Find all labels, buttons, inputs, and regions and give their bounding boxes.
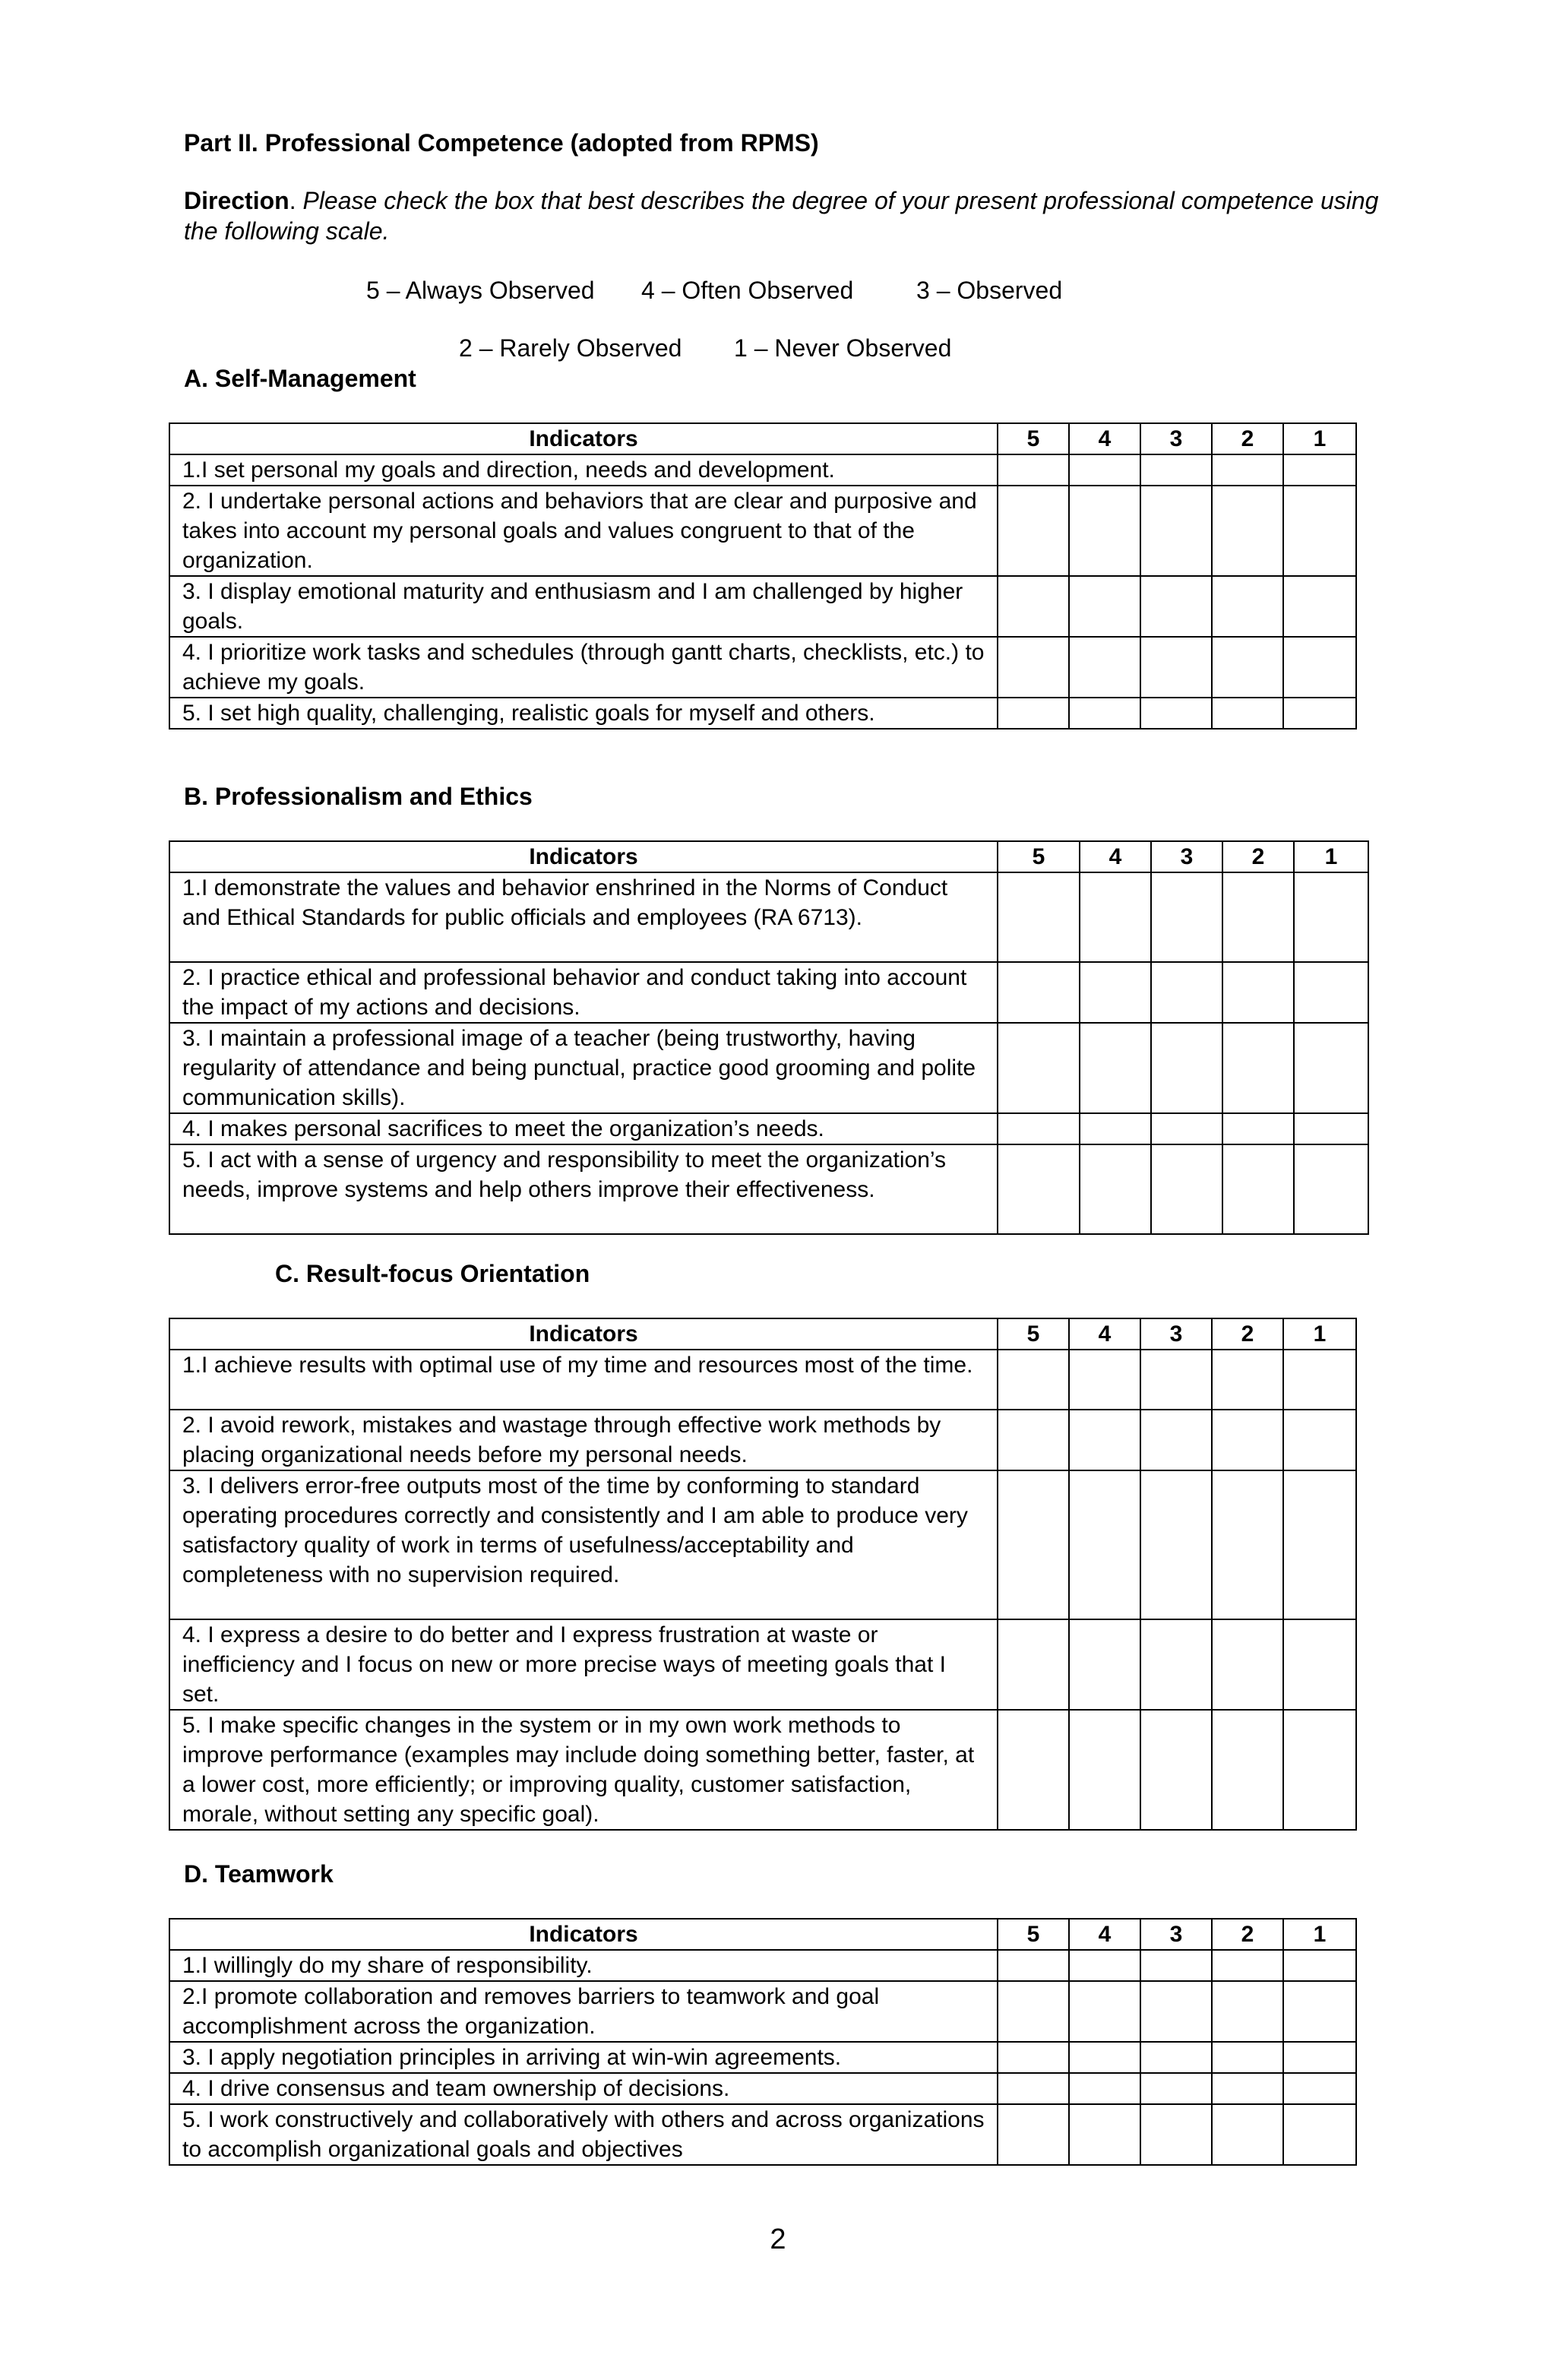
rating-header-4: 4 [1080,841,1151,872]
table-row [169,486,1356,576]
rating-box-1[interactable] [1294,1023,1368,1113]
rating-box-1[interactable] [1283,486,1356,576]
rating-box-4[interactable] [1069,454,1140,486]
direction-label: Direction [184,187,289,214]
rating-header-4: 4 [1069,1318,1140,1350]
table-header-row [169,1318,1356,1350]
table-teamwork [169,1918,1357,2166]
rating-box-4[interactable] [1080,872,1151,962]
rating-box-5[interactable] [998,2042,1069,2073]
rating-box-1[interactable] [1283,1350,1356,1410]
table-header-row [169,423,1356,454]
rating-box-1[interactable] [1283,2104,1356,2165]
table-row [169,454,1356,486]
table-row [169,698,1356,729]
rating-box-3[interactable] [1140,1950,1212,1981]
rating-box-5[interactable] [998,576,1069,637]
indicator-text: 5. I make specific changes in the system or in my own work methods to improve performance (examples may include doing something better, faster, at a lower cost, more efficiently; or improving quality, customer satisfaction, morale, without setting any specific goal). [169,1710,998,1830]
rating-header-2: 2 [1212,1318,1283,1350]
rating-header-4: 4 [1069,423,1140,454]
rating-box-3[interactable] [1140,2104,1212,2165]
table-row [169,576,1356,637]
rating-box-2[interactable] [1212,2104,1283,2165]
rating-box-5[interactable] [998,1410,1069,1470]
table-row [169,1470,1356,1619]
indicator-text: 5. I work constructively and collaboratively with others and across organizations to accomplish organizational goals and objectives [169,2104,998,2165]
rating-header-5: 5 [998,841,1080,872]
rating-header-5: 5 [998,1318,1069,1350]
indicator-text: 4. I express a desire to do better and I express frustration at waste or inefficiency and I focus on new or more precise ways of meeting goals that I set. [169,1619,998,1710]
rating-box-5[interactable] [998,637,1069,698]
rating-box-3[interactable] [1151,1144,1222,1234]
indicator-text: 5. I act with a sense of urgency and responsibility to meet the organization’s needs, improve systems and help others improve their effectiveness. [169,1144,998,1234]
indicator-text: 1.I demonstrate the values and behavior enshrined in the Norms of Conduct and Ethical Standards for public officials and employees (RA 6713). [169,872,998,962]
indicator-text: 2. I avoid rework, mistakes and wastage through effective work methods by placing organizational needs before my personal needs. [169,1410,998,1470]
rating-box-1[interactable] [1283,698,1356,729]
rating-box-3[interactable] [1140,1410,1212,1470]
rating-box-5[interactable] [998,1710,1069,1830]
scale-option-3: 3 – Observed [916,277,1063,304]
rating-box-2[interactable] [1222,872,1294,962]
rating-box-4[interactable] [1069,2042,1140,2073]
rating-box-1[interactable] [1283,1981,1356,2042]
page-number: 2 [770,2223,786,2255]
rating-box-4[interactable] [1069,1350,1140,1410]
scale-row-1 [0,275,1556,305]
rating-box-5[interactable] [998,2073,1069,2104]
rating-box-2[interactable] [1222,962,1294,1023]
rating-header-5: 5 [998,1919,1069,1950]
rating-box-3[interactable] [1151,1023,1222,1113]
rating-box-2[interactable] [1212,1710,1283,1830]
indicators-header: Indicators [169,841,998,872]
rating-box-3[interactable] [1151,1113,1222,1144]
rating-box-4[interactable] [1080,1113,1151,1144]
rating-header-2: 2 [1212,423,1283,454]
rating-box-1[interactable] [1294,872,1368,962]
rating-box-5[interactable] [998,1981,1069,2042]
rating-header-1: 1 [1283,1919,1356,1950]
rating-box-3[interactable] [1140,637,1212,698]
rating-box-5[interactable] [998,1950,1069,1981]
table-row [169,637,1356,698]
indicator-text: 2.I promote collaboration and removes barriers to teamwork and goal accomplishment across the organization. [169,1981,998,2042]
rating-box-1[interactable] [1283,1470,1356,1619]
rating-box-2[interactable] [1222,1113,1294,1144]
indicator-text: 4. I makes personal sacrifices to meet the organization’s needs. [169,1113,998,1144]
scale-row-2 [0,333,1556,363]
indicator-text: 4. I drive consensus and team ownership of decisions. [169,2073,998,2104]
rating-box-2[interactable] [1212,454,1283,486]
table-header-row [169,1919,1356,1950]
rating-box-2[interactable] [1212,698,1283,729]
rating-box-4[interactable] [1069,1619,1140,1710]
indicator-text: 4. I prioritize work tasks and schedules (through gantt charts, checklists, etc.) to achieve my goals. [169,637,998,698]
section-title-professionalism-ethics: B. Professionalism and Ethics [184,783,533,810]
rating-box-1[interactable] [1283,2073,1356,2104]
table-self-management [169,423,1357,730]
rating-box-1[interactable] [1283,637,1356,698]
rating-box-5[interactable] [998,486,1069,576]
rating-box-2[interactable] [1212,2073,1283,2104]
rating-box-3[interactable] [1140,454,1212,486]
rating-box-2[interactable] [1212,1619,1283,1710]
rating-box-5[interactable] [998,1470,1069,1619]
rating-box-4[interactable] [1069,698,1140,729]
rating-box-1[interactable] [1283,1619,1356,1710]
rating-box-2[interactable] [1212,1470,1283,1619]
rating-box-5[interactable] [998,1144,1080,1234]
rating-box-4[interactable] [1069,2104,1140,2165]
rating-box-2[interactable] [1212,1410,1283,1470]
indicator-text: 1.I willingly do my share of responsibility. [169,1950,998,1981]
rating-box-4[interactable] [1069,1981,1140,2042]
rating-box-4[interactable] [1080,1144,1151,1234]
scale-option-5: 5 – Always Observed [366,277,595,304]
direction-paragraph [184,185,1384,246]
rating-header-3: 3 [1140,1318,1212,1350]
part-title: Part II. Professional Competence (adopted from RPMS) [184,129,819,157]
direction-text: Please check the box that best describes the degree of your present professional competence using the following scale. [184,187,1379,245]
scale-option-4: 4 – Often Observed [641,277,854,304]
rating-box-5[interactable] [998,1350,1069,1410]
rating-box-5[interactable] [998,1023,1080,1113]
rating-box-3[interactable] [1140,1619,1212,1710]
indicator-text: 2. I undertake personal actions and behaviors that are clear and purposive and takes into account my personal goals and values congruent to that of the organization. [169,486,998,576]
indicator-text: 1.I set personal my goals and direction, needs and development. [169,454,998,486]
rating-box-3[interactable] [1140,2042,1212,2073]
rating-box-5[interactable] [998,454,1069,486]
table-row [169,1113,1368,1144]
rating-header-4: 4 [1069,1919,1140,1950]
table-row [169,1350,1356,1410]
rating-box-2[interactable] [1212,1950,1283,1981]
direction-separator: . [289,187,303,214]
rating-box-2[interactable] [1222,1144,1294,1234]
rating-box-2[interactable] [1212,637,1283,698]
rating-box-4[interactable] [1069,576,1140,637]
section-title-self-management: A. Self-Management [184,365,416,392]
rating-box-5[interactable] [998,2104,1069,2165]
rating-box-3[interactable] [1140,486,1212,576]
table-result-focus [169,1318,1357,1831]
rating-header-3: 3 [1151,841,1222,872]
rating-header-1: 1 [1294,841,1368,872]
rating-box-2[interactable] [1212,486,1283,576]
rating-box-2[interactable] [1212,1350,1283,1410]
section-title-result-focus: C. Result-focus Orientation [275,1260,590,1287]
rating-box-1[interactable] [1283,1710,1356,1830]
indicator-text: 1.I achieve results with optimal use of my time and resources most of the time. [169,1350,998,1410]
indicator-text: 3. I display emotional maturity and enthusiasm and I am challenged by higher goals. [169,576,998,637]
rating-box-1[interactable] [1294,1113,1368,1144]
rating-box-4[interactable] [1069,1470,1140,1619]
table-row [169,872,1368,962]
rating-box-3[interactable] [1151,962,1222,1023]
rating-box-5[interactable] [998,1113,1080,1144]
rating-box-3[interactable] [1140,698,1212,729]
table-header-row [169,841,1368,872]
table-row [169,1950,1356,1981]
rating-header-2: 2 [1212,1919,1283,1950]
table-row [169,1981,1356,2042]
table-row [169,1710,1356,1830]
rating-box-3[interactable] [1140,2073,1212,2104]
rating-box-3[interactable] [1140,1470,1212,1619]
rating-box-5[interactable] [998,872,1080,962]
rating-box-3[interactable] [1140,1350,1212,1410]
table-row [169,1410,1356,1470]
indicators-header: Indicators [169,1919,998,1950]
rating-box-1[interactable] [1283,576,1356,637]
rating-box-1[interactable] [1283,454,1356,486]
rating-box-4[interactable] [1069,1410,1140,1470]
table-row [169,2104,1356,2165]
rating-box-1[interactable] [1283,2042,1356,2073]
rating-box-1[interactable] [1283,1950,1356,1981]
rating-box-2[interactable] [1212,2042,1283,2073]
rating-box-4[interactable] [1069,486,1140,576]
rating-header-3: 3 [1140,423,1212,454]
indicator-text: 2. I practice ethical and professional behavior and conduct taking into account the impact of my actions and decisions. [169,962,998,1023]
indicator-text: 3. I delivers error-free outputs most of the time by conforming to standard operating procedures correctly and consistently and I am able to produce very satisfactory quality of work in terms of usefulness/acceptability and completeness with no supervision required. [169,1470,998,1619]
rating-header-1: 1 [1283,1318,1356,1350]
rating-box-5[interactable] [998,962,1080,1023]
indicators-header: Indicators [169,423,998,454]
table-row [169,1023,1368,1113]
rating-box-2[interactable] [1212,1981,1283,2042]
indicator-text: 5. I set high quality, challenging, realistic goals for myself and others. [169,698,998,729]
rating-box-3[interactable] [1151,872,1222,962]
scale-option-1: 1 – Never Observed [734,334,952,362]
rating-box-4[interactable] [1080,1023,1151,1113]
indicator-text: 3. I apply negotiation principles in arriving at win-win agreements. [169,2042,998,2073]
rating-box-1[interactable] [1283,1410,1356,1470]
table-row [169,2042,1356,2073]
rating-box-4[interactable] [1069,1950,1140,1981]
scale-option-2: 2 – Rarely Observed [459,334,682,362]
rating-box-2[interactable] [1222,1023,1294,1113]
rating-header-5: 5 [998,423,1069,454]
rating-box-4[interactable] [1080,962,1151,1023]
rating-box-2[interactable] [1212,576,1283,637]
rating-box-3[interactable] [1140,1981,1212,2042]
table-row [169,962,1368,1023]
rating-box-4[interactable] [1069,2073,1140,2104]
rating-header-2: 2 [1222,841,1294,872]
rating-box-3[interactable] [1140,576,1212,637]
table-professionalism-ethics [169,840,1369,1235]
section-title-teamwork: D. Teamwork [184,1860,334,1888]
indicator-text: 3. I maintain a professional image of a teacher (being trustworthy, having regularity of attendance and being punctual, practice good grooming and polite communication skills). [169,1023,998,1113]
rating-box-1[interactable] [1294,1144,1368,1234]
table-row [169,1619,1356,1710]
rating-box-5[interactable] [998,698,1069,729]
rating-box-3[interactable] [1140,1710,1212,1830]
rating-box-1[interactable] [1294,962,1368,1023]
rating-header-1: 1 [1283,423,1356,454]
indicators-header: Indicators [169,1318,998,1350]
rating-header-3: 3 [1140,1919,1212,1950]
rating-box-5[interactable] [998,1619,1069,1710]
rating-box-4[interactable] [1069,1710,1140,1830]
table-row [169,2073,1356,2104]
table-row [169,1144,1368,1234]
rating-box-4[interactable] [1069,637,1140,698]
